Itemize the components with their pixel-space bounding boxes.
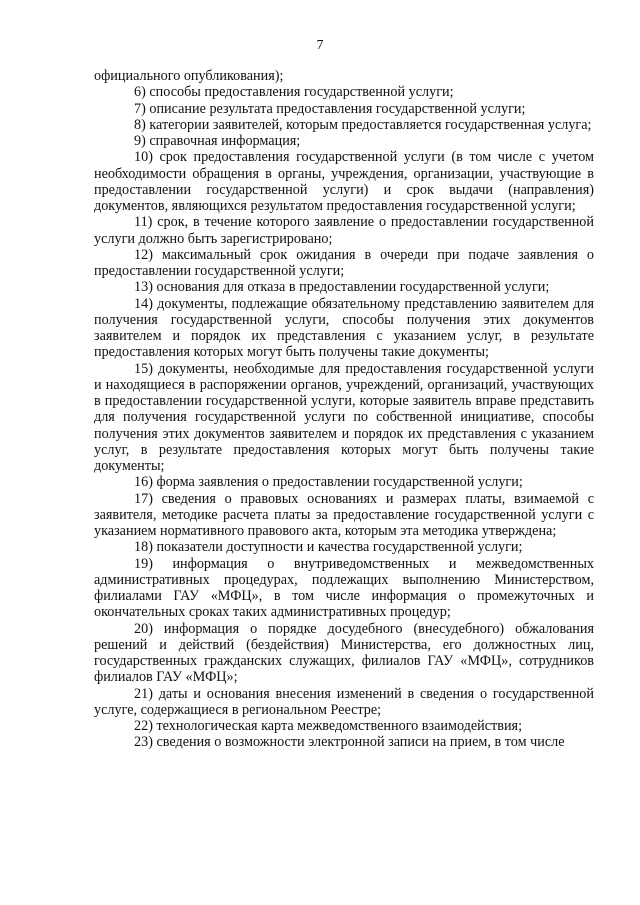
list-item-11: 11) срок, в течение которого заявление о предоставлении государственной услуги должно быть зарегистрировано; [94, 214, 594, 247]
list-item-21: 21) даты и основания внесения изменений в сведения о государственной услуге, содержащиеся в региональном Реестре; [94, 685, 594, 718]
list-item-22: 22) технологическая карта межведомственного взаимодействия; [134, 718, 523, 734]
list-item-12: 12) максимальный срок ожидания в очереди при подаче заявления о предоставлении государственной услуги; [94, 246, 594, 279]
list-item-14: 14) документы, подлежащие обязательному представлению заявителем для получения государственной услуги, способы получения этих документов заявителем и порядок их представления с указанием услуг, в результате предоставления которых могут быть получены такие документы; [94, 295, 594, 361]
list-item-23: 23) сведения о возможности электронной записи на прием, в том числе [134, 734, 565, 751]
paragraph-continuation: официального опубликования); [94, 68, 284, 84]
list-item-8: 8) категории заявителей, которым предоставляется государственная услуга; [134, 116, 592, 133]
list-item-20: 20) информация о порядке досудебного (внесудебного) обжалования решений и действий (бездействия) Министерства, его должностных лиц, государственных гражданских служащих, филиалов ГАУ «МФЦ», сотрудников филиалов ГАУ «МФЦ»; [94, 620, 594, 686]
list-item-17: 17) сведения о правовых основаниях и размерах платы, взимаемой с заявителя, методике расчета платы за предоставление государственной услуги с указанием нормативного правового акта, которым эта методика утверждена; [94, 490, 594, 539]
list-item-13: 13) основания для отказа в предоставлении государственной услуги; [134, 279, 550, 296]
page-number: 7 [316, 38, 324, 53]
list-item-6: 6) способы предоставления государственной услуги; [134, 84, 454, 101]
list-item-7: 7) описание результата предоставления государственной услуги; [134, 100, 526, 117]
document-body [94, 68, 594, 751]
list-item-10: 10) срок предоставления государственной услуги (в том числе с учетом необходимости обращения в органы, учреждения, организации, участвующие в предоставлении государственной услуги) и срок выдачи (направления) документов, являющихся результатом предоставления государственной услуги; [94, 149, 594, 214]
list-item-19: 19) информация о внутриведомственных и межведомственных административных процедурах, подлежащих выполнению Министерством, филиалами ГАУ «МФЦ», в том числе информация о промежуточных и окончательных сроках таких административных процедур; [94, 555, 594, 621]
list-item-9: 9) справочная информация; [134, 133, 301, 149]
list-item-15: 15) документы, необходимые для предоставления государственной услуги и находящиеся в распоряжении органов, учреждений, организаций, участвующих в предоставлении государственной услуги, которые заявитель вправе представить для получения государственной услуги по собственной инициативе, способы получения этих документов заявителем и порядок их представления с указанием услуг, в результате предоставления которых могут быть получены такие документы; [94, 360, 594, 474]
list-item-16: 16) форма заявления о предоставлении государственной услуги; [134, 474, 523, 491]
list-item-18: 18) показатели доступности и качества государственной услуги; [134, 539, 523, 556]
